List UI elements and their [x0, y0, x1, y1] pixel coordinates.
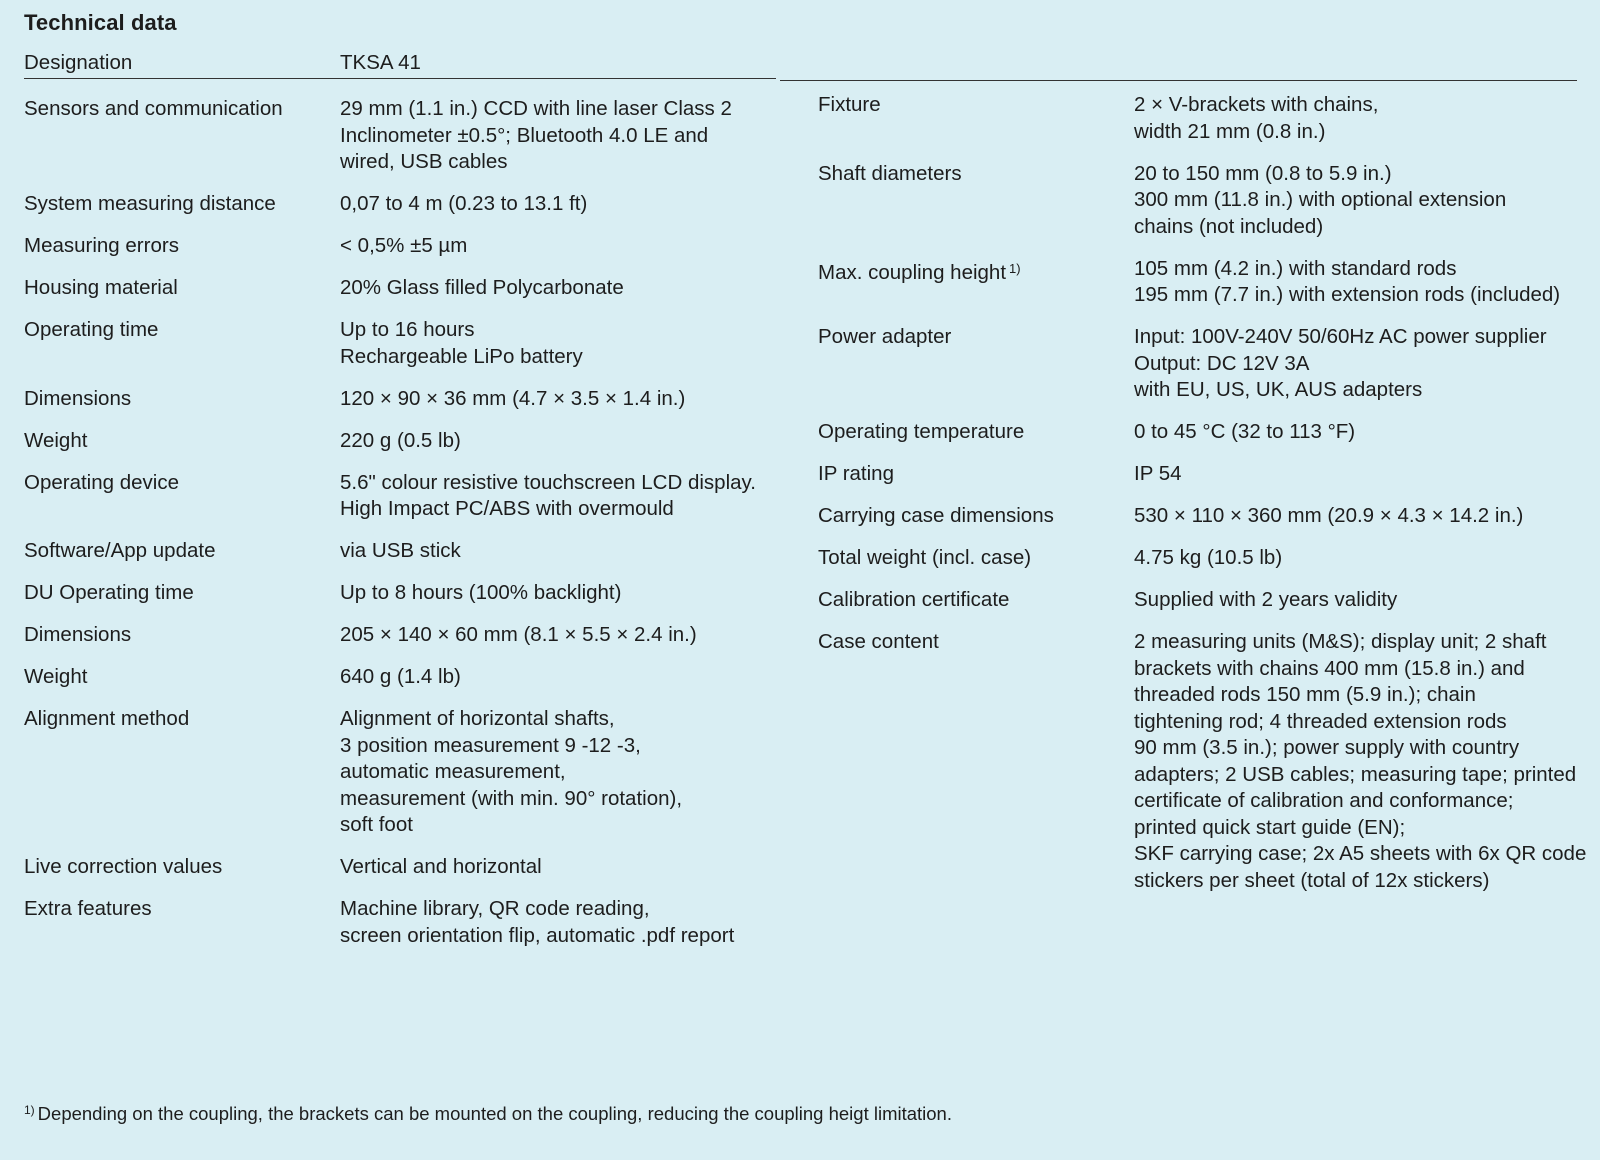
spec-label — [24, 664, 340, 691]
spec-value-line: 5.6" colour resistive touchscreen LCD display. — [340, 470, 756, 494]
spec-label-text: Extra features — [24, 897, 152, 920]
spec-value-line: automatic measurement, — [340, 760, 566, 783]
spec-row — [818, 503, 1578, 530]
spec-label-text: Weight — [24, 665, 88, 688]
spec-row — [24, 664, 784, 691]
spec-value — [340, 580, 784, 607]
spec-label — [24, 428, 340, 455]
spec-label — [24, 580, 340, 607]
spec-label-text: Weight — [24, 428, 88, 452]
footnote-marker: 1) — [24, 1103, 35, 1117]
spec-value-line: screen orientation flip, automatic .pdf report — [340, 923, 735, 947]
spec-value-line: wired, USB cables — [340, 150, 508, 173]
spec-value-line: 90 mm (3.5 in.); power supply with country — [1134, 736, 1520, 759]
spec-value-line: 4.75 kg (10.5 lb) — [1134, 546, 1283, 569]
spec-value-line: via USB stick — [340, 539, 461, 562]
spec-row — [818, 256, 1578, 309]
spec-row — [24, 275, 784, 302]
spec-label — [24, 538, 340, 565]
spec-value-line: width 21 mm (0.8 in.) — [1134, 119, 1326, 143]
spec-value-line: Alignment of horizontal shafts, — [340, 707, 615, 730]
spec-label-text: Case content — [818, 630, 939, 653]
spec-row — [818, 629, 1587, 894]
spec-value-line: 195 mm (7.7 in.) with extension rods (included) — [1134, 283, 1561, 306]
spec-value-line: Machine library, QR code reading, — [340, 897, 650, 920]
header-rule-right — [780, 80, 1577, 81]
spec-label — [818, 545, 1134, 572]
spec-row — [24, 428, 784, 455]
spec-row — [24, 470, 784, 523]
spec-value-line: 220 g (0.5 lb) — [340, 428, 461, 452]
spec-row — [24, 854, 784, 881]
spec-label-text: Operating time — [24, 318, 159, 341]
spec-value-line: soft foot — [340, 813, 413, 836]
spec-value-line: 530 × 110 × 360 mm (20.9 × 4.3 × 14.2 in.) — [1134, 504, 1524, 527]
spec-label-text: Housing material — [24, 276, 178, 299]
spec-value — [340, 191, 784, 218]
spec-value — [340, 538, 784, 565]
spec-value — [1134, 629, 1586, 894]
spec-row — [818, 92, 1578, 145]
spec-label-text: Software/App update — [24, 539, 216, 562]
spec-label-text: Total weight (incl. case) — [818, 546, 1032, 569]
spec-label-text: Carrying case dimensions — [818, 504, 1054, 527]
designation-label: Designation — [24, 51, 133, 74]
spec-row — [24, 191, 784, 218]
spec-value-line: Up to 8 hours (100% backlight) — [340, 581, 622, 604]
spec-value — [1134, 461, 1578, 488]
spec-value-line: printed quick start guide (EN); — [1134, 815, 1406, 839]
spec-label — [24, 896, 340, 949]
spec-value-line: 105 mm (4.2 in.) with standard rods — [1134, 256, 1457, 280]
spec-label — [24, 96, 340, 176]
spec-label — [818, 256, 1134, 309]
spec-value-line: 3 position measurement 9 -12 -3, — [340, 733, 641, 757]
spec-value-line: tightening rod; 4 threaded extension rods — [1134, 709, 1507, 733]
spec-label-text: Power adapter — [818, 325, 952, 348]
spec-label — [818, 461, 1134, 488]
spec-value-line: 120 × 90 × 36 mm (4.7 × 3.5 × 1.4 in.) — [340, 386, 686, 410]
spec-value-line: 0,07 to 4 m (0.23 to 13.1 ft) — [340, 192, 588, 215]
footnote-text: Depending on the coupling, the brackets can be mounted on the coupling, reducing the coupling heigt limitation. — [37, 1103, 952, 1124]
spec-value — [1134, 545, 1578, 572]
spec-label-text: Live correction values — [24, 855, 223, 878]
spec-value-line: threaded rods 150 mm (5.9 in.); chain — [1134, 683, 1476, 706]
spec-label — [818, 629, 1134, 894]
spec-label — [818, 587, 1134, 614]
spec-value-line: 2 × V-brackets with chains, — [1134, 93, 1379, 116]
spec-label — [24, 233, 340, 260]
spec-label — [818, 92, 1134, 145]
spec-row — [818, 161, 1578, 241]
spec-value-line: chains (not included) — [1134, 214, 1324, 238]
spec-label — [24, 470, 340, 523]
spec-value-line: stickers per sheet (total of 12x stickers) — [1134, 868, 1490, 892]
spec-value-line: 20% Glass filled Polycarbonate — [340, 276, 624, 299]
spec-value-line: Output: DC 12V 3A — [1134, 351, 1310, 375]
spec-table-right — [818, 92, 1587, 910]
spec-label — [24, 275, 340, 302]
spec-label — [24, 706, 340, 839]
designation-value: TKSA 41 — [340, 51, 421, 74]
page-title: Technical data — [24, 10, 177, 35]
spec-label — [818, 161, 1134, 241]
spec-value — [1134, 92, 1578, 145]
spec-value — [340, 854, 784, 881]
spec-label-text: Shaft diameters — [818, 161, 962, 185]
footnote-ref: 1) — [1009, 260, 1021, 276]
spec-label-text: IP rating — [818, 462, 894, 485]
spec-value — [340, 706, 784, 839]
spec-value-line: 29 mm (1.1 in.) CCD with line laser Class 2 — [340, 97, 732, 120]
spec-value-line: Up to 16 hours — [340, 318, 475, 341]
spec-table-left — [24, 96, 784, 965]
spec-label — [818, 324, 1134, 404]
spec-label — [24, 386, 340, 413]
spec-value-line: with EU, US, UK, AUS adapters — [1134, 378, 1423, 401]
spec-row — [818, 324, 1578, 404]
spec-value — [340, 233, 784, 260]
spec-value — [340, 664, 784, 691]
spec-row — [24, 896, 784, 949]
spec-value-line: 300 mm (11.8 in.) with optional extension — [1134, 188, 1507, 211]
spec-value — [1134, 419, 1578, 446]
spec-row — [24, 233, 784, 260]
spec-value — [340, 317, 784, 370]
spec-label-text: Calibration certificate — [818, 588, 1010, 611]
spec-value — [340, 386, 784, 413]
spec-value-line: Rechargeable LiPo battery — [340, 344, 583, 368]
spec-label — [24, 622, 340, 649]
spec-value — [340, 96, 784, 176]
spec-value — [1134, 161, 1578, 241]
spec-label-text: Sensors and communication — [24, 97, 283, 120]
spec-label-text: Operating device — [24, 470, 179, 494]
spec-value-line: 2 measuring units (M&S); display unit; 2 shaft — [1134, 630, 1547, 653]
spec-row — [24, 622, 784, 649]
spec-value — [340, 622, 784, 649]
spec-label — [818, 503, 1134, 530]
spec-value-line: adapters; 2 USB cables; measuring tape; printed — [1134, 762, 1577, 786]
spec-value-line: Vertical and horizontal — [340, 855, 542, 878]
spec-value-line: Inclinometer ±0.5°; Bluetooth 4.0 LE and — [340, 123, 709, 147]
spec-row — [24, 317, 784, 370]
spec-value — [340, 275, 784, 302]
spec-label — [818, 419, 1134, 446]
spec-row — [24, 96, 784, 176]
spec-label-text: Max. coupling height — [818, 260, 1007, 284]
spec-value — [1134, 503, 1578, 530]
spec-value-line: 205 × 140 × 60 mm (8.1 × 5.5 × 2.4 in.) — [340, 623, 697, 646]
spec-value-line: 20 to 150 mm (0.8 to 5.9 in.) — [1134, 161, 1392, 185]
spec-label — [24, 317, 340, 370]
spec-value-line: Input: 100V-240V 50/60Hz AC power supplier — [1134, 325, 1547, 348]
spec-row — [818, 419, 1578, 446]
spec-value-line: certificate of calibration and conformance; — [1134, 789, 1514, 812]
spec-label-text: Dimensions — [24, 623, 132, 646]
spec-value — [340, 896, 784, 949]
spec-value-line: 640 g (1.4 lb) — [340, 665, 461, 688]
spec-label-text: DU Operating time — [24, 581, 194, 604]
spec-label-text: Operating temperature — [818, 420, 1025, 443]
spec-label-text: Dimensions — [24, 386, 132, 410]
spec-value-line: brackets with chains 400 mm (15.8 in.) and — [1134, 656, 1525, 680]
spec-row — [24, 706, 784, 839]
spec-value-line: High Impact PC/ABS with overmould — [340, 497, 674, 520]
spec-value-line: measurement (with min. 90° rotation), — [340, 786, 683, 810]
spec-row — [818, 461, 1578, 488]
spec-label — [24, 854, 340, 881]
spec-value — [1134, 324, 1578, 404]
footnote — [24, 1103, 952, 1125]
spec-row — [24, 580, 784, 607]
spec-value-line: Supplied with 2 years validity — [1134, 588, 1398, 611]
spec-row — [818, 587, 1578, 614]
spec-label — [24, 191, 340, 218]
spec-value-line: SKF carrying case; 2x A5 sheets with 6x QR code — [1134, 842, 1587, 865]
spec-label-text: Fixture — [818, 93, 881, 116]
spec-row — [818, 545, 1578, 572]
spec-row — [24, 386, 784, 413]
spec-value-line: 0 to 45 °C (32 to 113 °F) — [1134, 420, 1356, 443]
spec-label-text: Measuring errors — [24, 234, 179, 257]
spec-value — [340, 470, 784, 523]
spec-value — [340, 428, 784, 455]
spec-label-text: System measuring distance — [24, 192, 276, 215]
spec-row — [24, 538, 784, 565]
spec-label-text: Alignment method — [24, 707, 190, 730]
spec-value — [1134, 587, 1578, 614]
spec-value — [1134, 256, 1578, 309]
spec-value-line: IP 54 — [1134, 462, 1182, 485]
spec-value-line: < 0,5% ±5 µm — [340, 234, 468, 257]
header-rule-left — [24, 78, 776, 79]
